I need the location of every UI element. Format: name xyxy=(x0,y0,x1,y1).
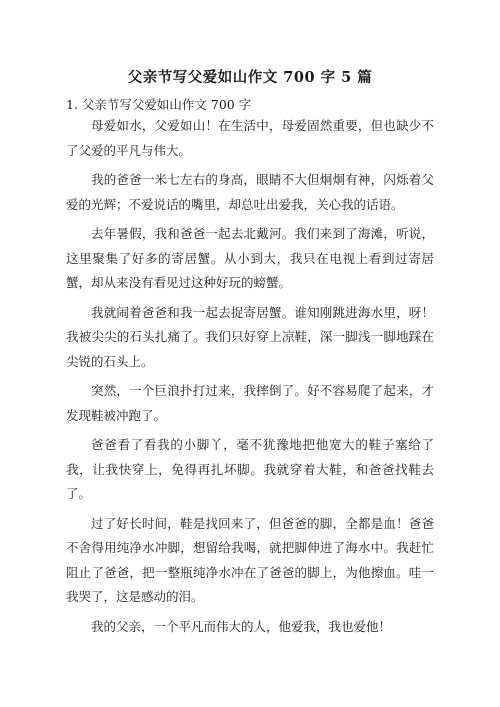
paragraph: 突然，一个巨浪扑打过来，我摔倒了。好不容易爬了起来，才发现鞋被冲跑了。 xyxy=(66,383,434,423)
paragraph: 去年暑假，我和爸爸一起去北戴河。我们来到了海滩，听说，这里聚集了好多的寄居蟹。从小到大，我只在电视上看到过寄居蟹，却从来没有看见过这种好玩的螃蟹。 xyxy=(66,226,434,290)
paragraph: 母爱如水，父爱如山！在生活中，母爱固然重要，但也缺少不了父爱的平凡与伟大。 xyxy=(66,118,434,158)
section-heading: 1. 父亲节写父爱如山作文 700 字 xyxy=(66,97,252,112)
document-title: 父亲节写父爱如山作文 700 字 5 篇 xyxy=(127,69,373,86)
paragraph: 我就闹着爸爸和我一起去捉寄居蟹。谁知刚跳进海水里，呀！我被尖尖的石头扎痛了。我们只好穿上凉鞋，深一脚浅一脚地踩在尖锐的石头上。 xyxy=(66,304,434,369)
paragraph: 过了好长时间，鞋是找回来了，但爸爸的脚，全都是血！爸爸不舍得用纯净水冲脚，想留给我喝，就把脚伸进了海水中。我赶忙阻止了爸爸，把一整瓶纯净水冲在了爸爸的脚上，为他擦血。哇一我哭了，这是感动的泪。 xyxy=(66,515,434,604)
paragraph: 我的父亲，一个平凡而伟大的人，他爱我，我也爱他！ xyxy=(91,618,392,634)
document-body xyxy=(66,114,434,644)
paragraph: 爸爸看了看我的小脚丫，毫不犹豫地把他宽大的鞋子塞给了我，让我快穿上，免得再扎坏脚。我就穿着大鞋，和爸爸找鞋去了。 xyxy=(66,437,434,501)
paragraph: 我的爸爸一米七左右的身高，眼睛不大但炯炯有神，闪烁着父爱的光辉；不爱说话的嘴里，却总吐出爱我，关心我的话语。 xyxy=(66,172,434,212)
